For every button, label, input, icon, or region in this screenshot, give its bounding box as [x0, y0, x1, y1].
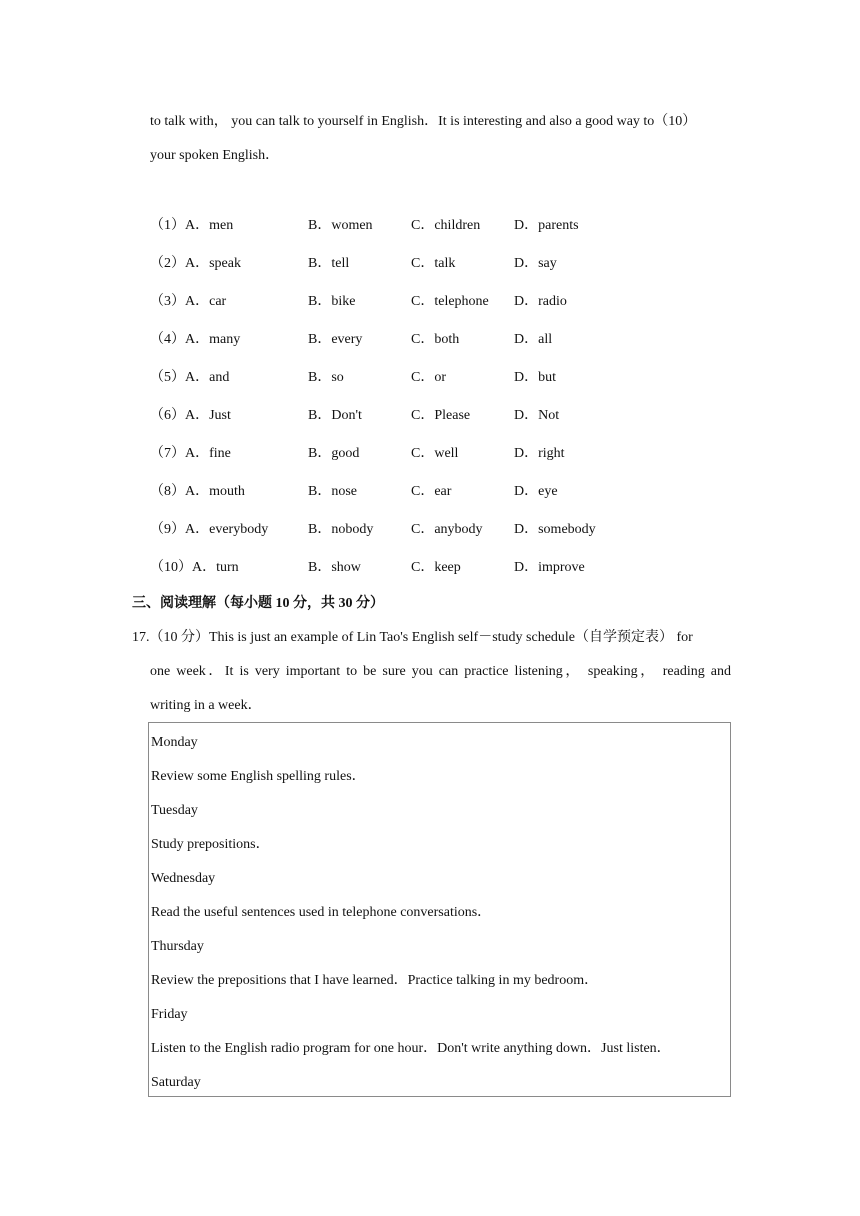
option-d: D．say — [514, 256, 557, 271]
schedule-day: Saturday — [151, 1075, 201, 1090]
question-number: （7） — [150, 446, 185, 461]
option-d: D．parents — [514, 218, 579, 233]
option-a-text: A．speak — [185, 256, 241, 271]
option-c: C．children — [411, 218, 481, 233]
schedule-day: Monday — [151, 735, 198, 750]
question-number: （4） — [150, 332, 185, 347]
option-a-text: A．men — [185, 218, 234, 233]
option-a-text: A．mouth — [185, 484, 245, 499]
question-17-line-3: writing in a week． — [150, 698, 262, 713]
option-c: C．or — [411, 370, 446, 385]
question-number: （8） — [150, 484, 185, 499]
option-a — [150, 331, 240, 349]
option-a-text: A．and — [185, 370, 230, 385]
schedule-task: Review some English spelling rules． — [151, 769, 366, 784]
option-d: D．somebody — [514, 522, 596, 537]
option-b: B．nobody — [308, 522, 374, 537]
schedule-task: Study prepositions． — [151, 837, 270, 852]
schedule-day: Wednesday — [151, 871, 216, 886]
option-a — [150, 369, 229, 387]
option-c: C．both — [411, 332, 460, 347]
option-b: B．good — [308, 446, 360, 461]
option-b: B．so — [308, 370, 344, 385]
section-heading: 三、阅读理解（每小题 10 分，共 30 分） — [132, 596, 384, 611]
question-17-line-1: 17.（10 分）This is just an example of Lin Tao's English self－study schedule（自学预定表） for — [132, 630, 693, 645]
option-d: D．but — [514, 370, 556, 385]
option-c: C．well — [411, 446, 459, 461]
option-a — [150, 293, 226, 311]
question-number: （10） — [150, 560, 192, 575]
question-17-line-2: one week．It is very important to be sure you can practice listening， speaking， reading and — [150, 664, 731, 679]
option-d: D．Not — [514, 408, 560, 423]
passage-line-1: to talk with， you can talk to yourself in English．It is interesting and also a good way to（10） — [150, 114, 697, 129]
schedule-day: Tuesday — [151, 803, 198, 818]
option-a — [150, 521, 268, 539]
option-c: C．Please — [411, 408, 471, 423]
schedule-task: Listen to the English radio program for one hour．Don't write anything down．Just listen． — [151, 1041, 671, 1056]
option-a — [150, 483, 245, 501]
option-a — [150, 217, 233, 235]
option-a — [150, 407, 231, 425]
option-d: D．improve — [514, 560, 585, 575]
question-number: （5） — [150, 370, 185, 385]
option-d: D．eye — [514, 484, 558, 499]
option-b: B．show — [308, 560, 361, 575]
option-a — [150, 445, 231, 463]
option-a — [150, 255, 241, 273]
option-c: C．talk — [411, 256, 456, 271]
option-b: B．nose — [308, 484, 357, 499]
option-a-text: A．Just — [185, 408, 231, 423]
schedule-task: Review the prepositions that I have learned．Practice talking in my bedroom． — [151, 973, 599, 988]
question-number: （1） — [150, 218, 185, 233]
question-number: （3） — [150, 294, 185, 309]
option-b: B．every — [308, 332, 363, 347]
option-b: B．Don't — [308, 408, 362, 423]
schedule-day: Thursday — [151, 939, 204, 954]
option-a-text: A．everybody — [185, 522, 269, 537]
option-a-text: A．turn — [192, 560, 239, 575]
option-c: C．anybody — [411, 522, 483, 537]
schedule-table — [148, 722, 731, 1097]
schedule-day: Friday — [151, 1007, 188, 1022]
option-a-text: A．many — [185, 332, 241, 347]
option-a-text: A．car — [185, 294, 227, 309]
option-b: B．women — [308, 218, 373, 233]
option-b: B．tell — [308, 256, 350, 271]
option-c: C．keep — [411, 560, 461, 575]
option-c: C．telephone — [411, 294, 489, 309]
option-a-text: A．fine — [185, 446, 231, 461]
question-number: （2） — [150, 256, 185, 271]
question-number: （9） — [150, 522, 185, 537]
question-number: （6） — [150, 408, 185, 423]
passage-line-2: your spoken English． — [150, 148, 280, 163]
option-b: B．bike — [308, 294, 356, 309]
option-a — [150, 559, 239, 577]
schedule-task: Read the useful sentences used in telephone conversations． — [151, 905, 492, 920]
option-c: C．ear — [411, 484, 452, 499]
option-d: D．right — [514, 446, 565, 461]
option-d: D．radio — [514, 294, 567, 309]
option-d: D．all — [514, 332, 553, 347]
